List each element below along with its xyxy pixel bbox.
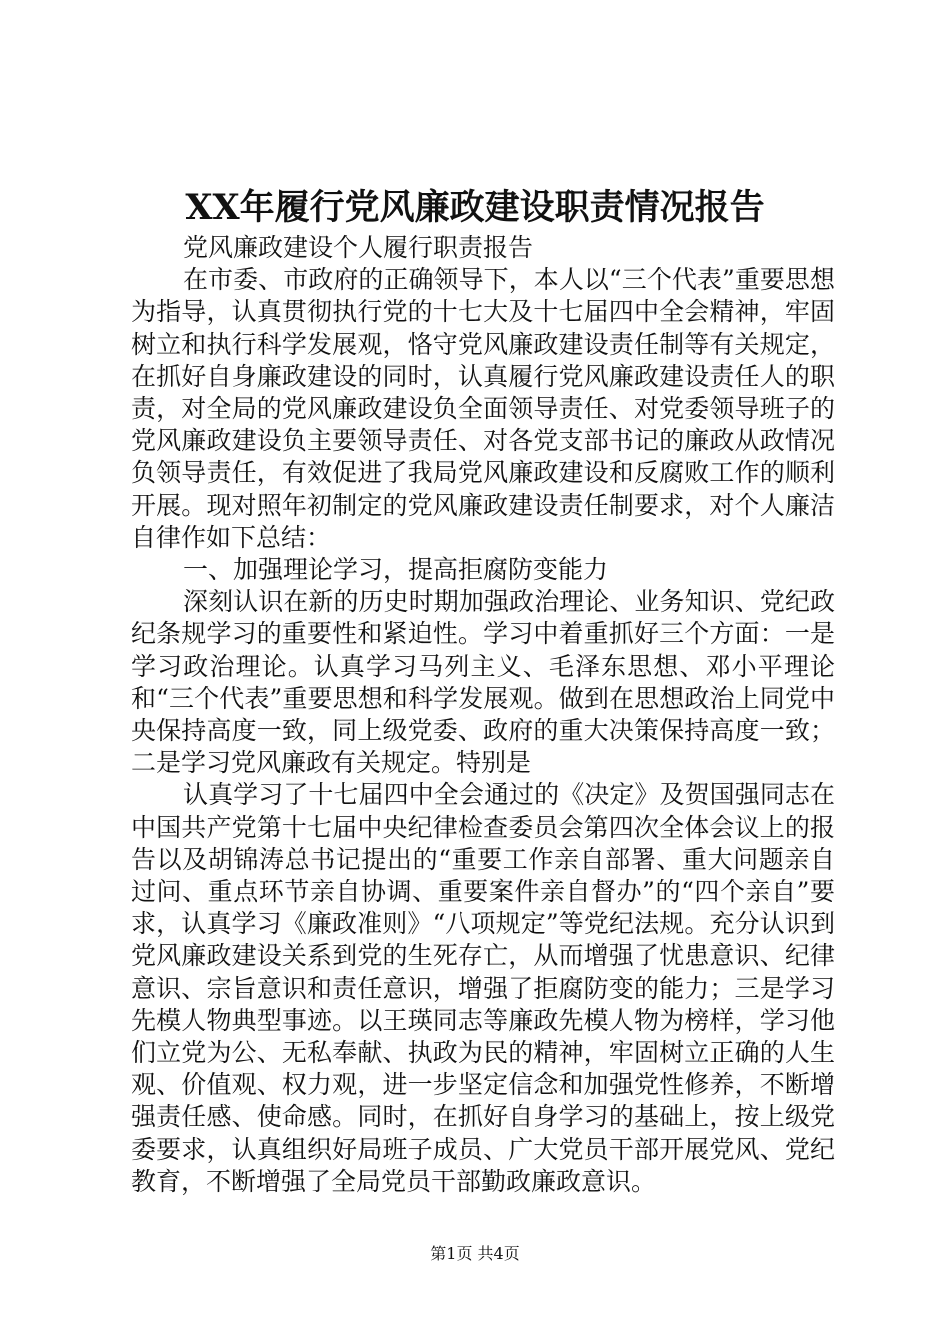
paragraph-subtitle: 党风廉政建设个人履行职责报告 [183, 233, 534, 262]
section-heading: 一、加强理论学习，提高拒腐防变能力 [183, 555, 609, 585]
paragraph-study-continued: 认真学习了十七届四中全会通过的《决定》及贺国强同志在中国共产党第十七届中央纪律检查委员会第四次全体会议上的报告以及胡锦涛总书记提出的“重要工作亲自部署、重大问题亲自过问、重点环节亲自协调、重要案件亲自督办”的“四个亲自”要求，认真学习《廉政准则》“八项规定”等党纪法规。充分认识到党风廉政建设关系到党的生死存亡，从而增强了忧患意识、纪律意识、宗旨意识和责任意识，增强了拒腐防变的能力；三是学习先模人物典型事迹。以王瑛同志等廉政先模人物为榜样，学习他们立党为公、无私奉献、执政为民的精神，牢固树立正确的人生观、价值观、权力观，进一步坚定信念和加强党性修养，不断增强责任感、使命感。同时，在抓好自身学习的基础上，按上级党委要求，认真组织好局班子成员、广大党员干部开展党风、党纪教育，不断增强了全局党员干部勤政廉政意识。 [131, 780, 835, 1196]
paragraph-study: 深刻认识在新的历史时期加强政治理论、业务知识、党纪政纪条规学习的重要性和紧迫性。学习中着重抓好三个方面：一是学习政治理论。认真学习马列主义、毛泽东思想、邓小平理论和“三个代表”重要思想和科学发展观。做到在思想政治上同党中央保持高度一致，同上级党委、政府的重大决策保持高度一致；二是学习党风廉政有关规定。特别是 [131, 587, 835, 778]
paragraph-intro: 在市委、市政府的正确领导下，本人以“三个代表”重要思想为指导，认真贯彻执行党的十七大及十七届四中全会精神，牢固树立和执行科学发展观，恪守党风廉政建设责任制等有关规定，在抓好自身廉政建设的同时，认真履行党风廉政建设责任人的职责，对全局的党风廉政建设负全面领导责任、对党委领导班子的党风廉政建设负主要领导责任、对各党支部书记的廉政从政情况负领导责任，有效促进了我局党风廉政建设和反腐败工作的顺利开展。现对照年初制定的党风廉政建设责任制要求，对个人廉洁自律作如下总结： [131, 265, 835, 552]
page-footer: 第1页 共4页 [430, 1244, 520, 1263]
document-title: XX年履行党风廉政建设职责情况报告 [185, 187, 765, 228]
document-body [131, 232, 835, 1198]
